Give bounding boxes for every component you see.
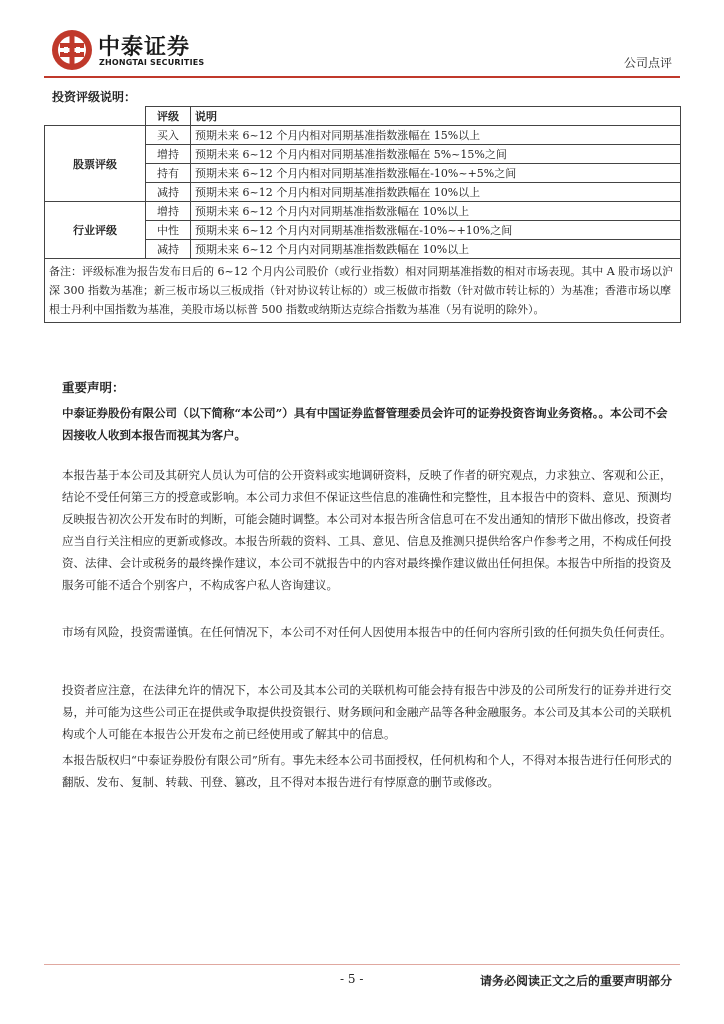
column-header-level: 评级 [146,107,191,126]
rating-description: 预期未来 6~12 个月内相对同期基准指数涨幅在 15%以上 [191,126,681,145]
page-number: - 5 - [340,972,364,986]
rating-level: 减持 [146,183,191,202]
notice-paragraph-conflict: 投资者应注意，在法律允许的情况下，本公司及其本公司的关联机构可能会持有报告中涉及的公司所发行的证券并进行交易，并可能为这些公司正在提供或争取提供投资银行、财务顾问和金融产品等各种金融服务。本公司及其本公司的关联机构或个人可能在本报告公开发布之前已经使用或了解其中的信息。 [62,683,672,741]
document-type: 公司点评 [623,56,672,70]
logo-chinese-name: 中泰证券 [98,35,191,60]
page-header [0,0,724,90]
rating-level: 增持 [146,145,191,164]
notice-paragraph-risk: 市场有风险，投资需谨慎。在任何情况下，本公司不对任何人因使用本报告中的任何内容所引致的任何损失负任何责任。 [62,625,672,639]
industry-rating-label: 行业评级 [45,202,146,259]
rating-description: 预期未来 6~12 个月内对同期基准指数跌幅在 10%以上 [191,240,681,259]
rating-description: 预期未来 6~12 个月内对同期基准指数涨幅在 10%以上 [191,202,681,221]
logo-english-name: ZHONGTAI SECURITIES [99,58,205,67]
table-note-row [45,259,681,323]
rating-description: 预期未来 6~12 个月内相对同期基准指数涨幅在 5%~15%之间 [191,145,681,164]
column-header-description: 说明 [191,107,681,126]
notice-paragraph-basis: 本报告基于本公司及其研究人员认为可信的公开资料或实地调研资料，反映了作者的研究观点，力求独立、客观和公正，结论不受任何第三方的授意或影响。本公司力求但不保证这些信息的准确性和完整性，且本报告中的资料、意见、预测均反映报告初次公开发布时的判断，可能会随时调整。本公司对本报告所含信息可在不发出通知的情形下做出修改，投资者应当自行关注相应的更新或修改。本报告所载的资料、工具、意见、信息及推测只提供给客户作参考之用，不构成任何投资、法律、会计或税务的最终操作建议，本公司不就报告中的内容对最终操作建议做出任何担保。本报告中所指的投资及服务可能不适合个别客户，不构成客户私人咨询建议。 [62,468,672,592]
footer-disclaimer-note: 请务必阅读正文之后的重要声明部分 [479,974,672,988]
table-header-row [45,107,681,126]
table-row [45,126,681,145]
header-divider [44,76,680,78]
footer-divider [44,964,680,965]
notice-section-title: 重要声明： [62,380,125,395]
rating-description: 预期未来 6~12 个月内相对同期基准指数跌幅在 10%以上 [191,183,681,202]
rating-level: 减持 [146,240,191,259]
table-row [45,202,681,221]
rating-level: 增持 [146,202,191,221]
rating-section-title: 投资评级说明： [52,90,137,104]
rating-description: 预期未来 6~12 个月内对同期基准指数涨幅在-10%~+10%之间 [191,221,681,240]
table-corner [45,107,146,126]
notice-paragraph-qualification: 中泰证券股份有限公司（以下简称“本公司”）具有中国证券监督管理委员会许可的证券投资咨询业务资格。。本公司不会因接收人收到本报告而视其为客户。 [62,406,668,442]
rating-table [44,106,681,323]
company-logo [50,28,220,74]
rating-level: 持有 [146,164,191,183]
zhongtai-logo-icon [50,28,94,72]
notice-paragraph-copyright: 本报告版权归“中泰证券股份有限公司”所有。事先未经本公司书面授权，任何机构和个人，不得对本报告进行任何形式的翻版、发布、复制、转载、刊登、篡改，且不得对本报告进行有悖原意的删节或修改。 [62,753,672,789]
rating-level: 买入 [146,126,191,145]
rating-note: 备注：评级标准为报告发布日后的 6~12 个月内公司股价（或行业指数）相对同期基准指数的相对市场表现。其中 A 股市场以沪深 300 指数为基准；新三板市场以三板成指（针对协议转让标的）或三板做市指数（针对做市转让标的）为基准；香港市场以摩根士丹利中国指数为基准，美股市场以标普 500 指数或纳斯达克综合指数为基准（另有说明的除外）。 [45,259,681,323]
rating-level: 中性 [146,221,191,240]
rating-description: 预期未来 6~12 个月内相对同期基准指数涨幅在-10%~+5%之间 [191,164,681,183]
stock-rating-label: 股票评级 [45,126,146,202]
